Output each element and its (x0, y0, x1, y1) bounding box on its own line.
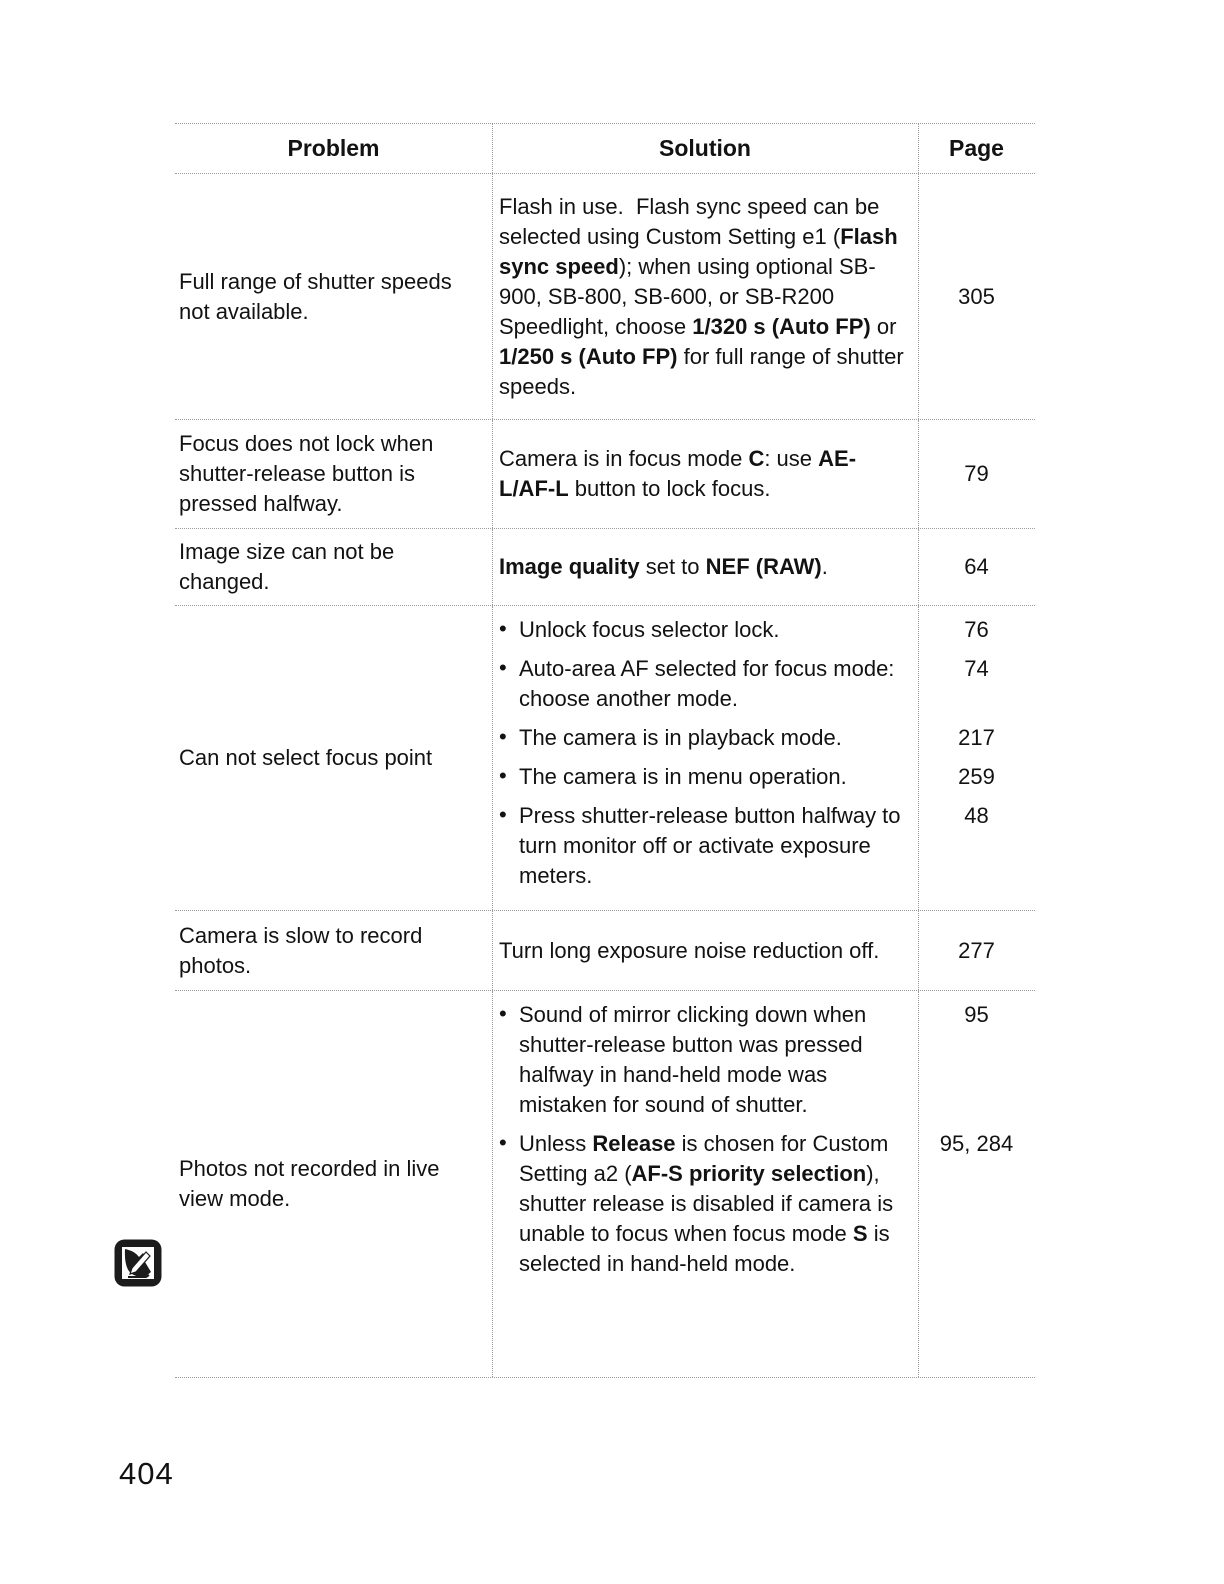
problem-text: Full range of shutter speeds not available. (179, 268, 452, 324)
column-header-solution: Solution (659, 135, 751, 161)
text-segment: Unlock focus selector lock. (519, 617, 780, 642)
text-segment: set to (639, 554, 706, 579)
emphasis-text: NEF (RAW) (705, 554, 822, 579)
bullet-item (492, 654, 1035, 714)
text-segment: Unless (519, 1131, 593, 1156)
solution-text (499, 936, 879, 966)
text-segment: is chosen for Custom Setting a2 ( (519, 1131, 889, 1186)
text-segment: or (870, 313, 903, 339)
column-divider (492, 606, 493, 910)
bullet-icon: • (499, 655, 507, 680)
troubleshooting-table (175, 123, 1035, 1378)
problem-text: Image size can not be changed. (179, 539, 395, 594)
bullet-item (492, 801, 1035, 891)
problem-text: Can not select focus point (179, 745, 433, 770)
page-ref: 76 (964, 617, 989, 642)
bullet-text (492, 801, 918, 891)
text-segment: ); when using optional SB-900, SB-800, SB-600, or SB-R200 Speedlight, choose (499, 253, 876, 339)
bullet-text (492, 1129, 918, 1279)
text-segment: Camera is in focus mode (499, 446, 749, 471)
solution-cell (492, 174, 918, 419)
page-ref-cell: 277 (958, 937, 995, 963)
bullet-item (492, 615, 1035, 645)
table-row (175, 419, 1035, 528)
text-segment: Flash in use. Flash sync speed can be selected using Custom Setting e1 ( (499, 193, 886, 249)
text-segment: The camera is in menu operation. (519, 764, 847, 789)
bullet-icon: • (499, 1130, 507, 1155)
page-ref-cell: 64 (964, 554, 989, 579)
table-row (175, 990, 1035, 1377)
page-ref: 259 (958, 764, 995, 789)
text-segment: Sound of mirror clicking down when shutter-release button was pressed halfway in hand-held mode was mistaken for sound of shutter. (519, 1002, 867, 1117)
problem-cell (175, 911, 492, 990)
bullet-item (492, 1129, 1035, 1279)
bullet-item (492, 723, 1035, 753)
column-divider (918, 606, 919, 910)
table-body (175, 173, 1035, 1377)
solution-bullet-list (492, 606, 1035, 910)
solution-cell (492, 420, 918, 528)
bullet-item (492, 1000, 1035, 1120)
bullet-text (492, 1000, 918, 1120)
column-divider (918, 991, 919, 1377)
text-segment: button to lock focus. (568, 476, 771, 501)
table-row (175, 173, 1035, 419)
bullet-icon: • (499, 616, 507, 641)
emphasis-text: S (852, 1221, 868, 1246)
page-ref: 74 (964, 656, 989, 681)
problem-text: Camera is slow to record photos. (179, 922, 423, 978)
bullet-icon: • (499, 763, 507, 788)
column-divider (492, 124, 493, 173)
problem-cell (175, 606, 492, 910)
emphasis-text: C (748, 446, 765, 471)
emphasis-text: 1/320 s (Auto FP) (692, 313, 871, 339)
table-header-row (175, 123, 1035, 173)
table-row (175, 605, 1035, 910)
solution-text (499, 552, 828, 582)
table-row (175, 910, 1035, 990)
bullet-icon: • (499, 802, 507, 827)
column-divider (918, 420, 919, 528)
bullet-text (492, 762, 918, 792)
emphasis-text: Release (592, 1131, 676, 1156)
page-ref-cell: 305 (958, 283, 995, 309)
bullet-icon: • (499, 724, 507, 749)
column-divider (492, 174, 493, 419)
emphasis-text: AE-L/AF-L (499, 446, 857, 501)
text-segment: . (821, 554, 828, 579)
column-divider (492, 420, 493, 528)
page-number: 404 (119, 1456, 174, 1491)
problem-cell (175, 174, 492, 419)
problem-text: Photos not recorded in live view mode. (179, 1156, 440, 1211)
bullet-text (492, 615, 918, 645)
text-segment: is selected in hand-held mode. (519, 1221, 890, 1276)
text-segment: ), shutter release is disabled if camera is unable to focus when focus mode (519, 1161, 894, 1246)
solution-cell (492, 529, 918, 605)
text-segment: Auto-area AF selected for focus mode: choose another mode. (519, 656, 895, 711)
emphasis-text: 1/250 s (Auto FP) (499, 343, 678, 369)
text-segment: : use (764, 446, 819, 471)
bullet-text (492, 654, 918, 714)
column-divider (492, 991, 493, 1377)
technical-notes-chapter-icon (113, 1238, 163, 1288)
column-divider (918, 124, 919, 173)
page-ref: 217 (958, 725, 995, 750)
column-divider (492, 529, 493, 605)
bullet-item (492, 762, 1035, 792)
page-ref: 95, 284 (939, 1131, 1014, 1156)
text-segment: Press shutter-release button halfway to turn monitor off or activate exposure meters. (519, 803, 901, 888)
column-divider (918, 911, 919, 990)
column-header-page: Page (949, 135, 1004, 161)
bullet-text (492, 723, 918, 753)
emphasis-text: Image quality (499, 554, 640, 579)
column-header-problem: Problem (287, 135, 380, 161)
problem-cell (175, 529, 492, 605)
text-segment: Turn long exposure noise reduction off. (499, 937, 880, 963)
solution-text (499, 192, 910, 402)
solution-bullet-list (492, 991, 1035, 1377)
page-ref: 48 (964, 803, 989, 828)
column-divider (492, 911, 493, 990)
bullet-icon: • (499, 1001, 507, 1026)
text-segment: The camera is in playback mode. (519, 725, 842, 750)
text-segment: for full range of shutter speeds. (499, 343, 910, 399)
pen-on-paper-icon (113, 1238, 163, 1288)
problem-text: Focus does not lock when shutter-release button is pressed halfway. (179, 431, 434, 516)
column-divider (918, 174, 919, 419)
problem-cell (175, 420, 492, 528)
solution-text (499, 444, 905, 504)
solution-cell (492, 911, 918, 990)
page-ref-cell: 79 (964, 461, 989, 486)
page-ref: 95 (964, 1002, 989, 1027)
emphasis-text: Flash sync speed (499, 223, 904, 279)
table-row (175, 528, 1035, 605)
emphasis-text: AF-S priority selection (631, 1161, 867, 1186)
problem-cell (175, 991, 492, 1377)
column-divider (918, 529, 919, 605)
